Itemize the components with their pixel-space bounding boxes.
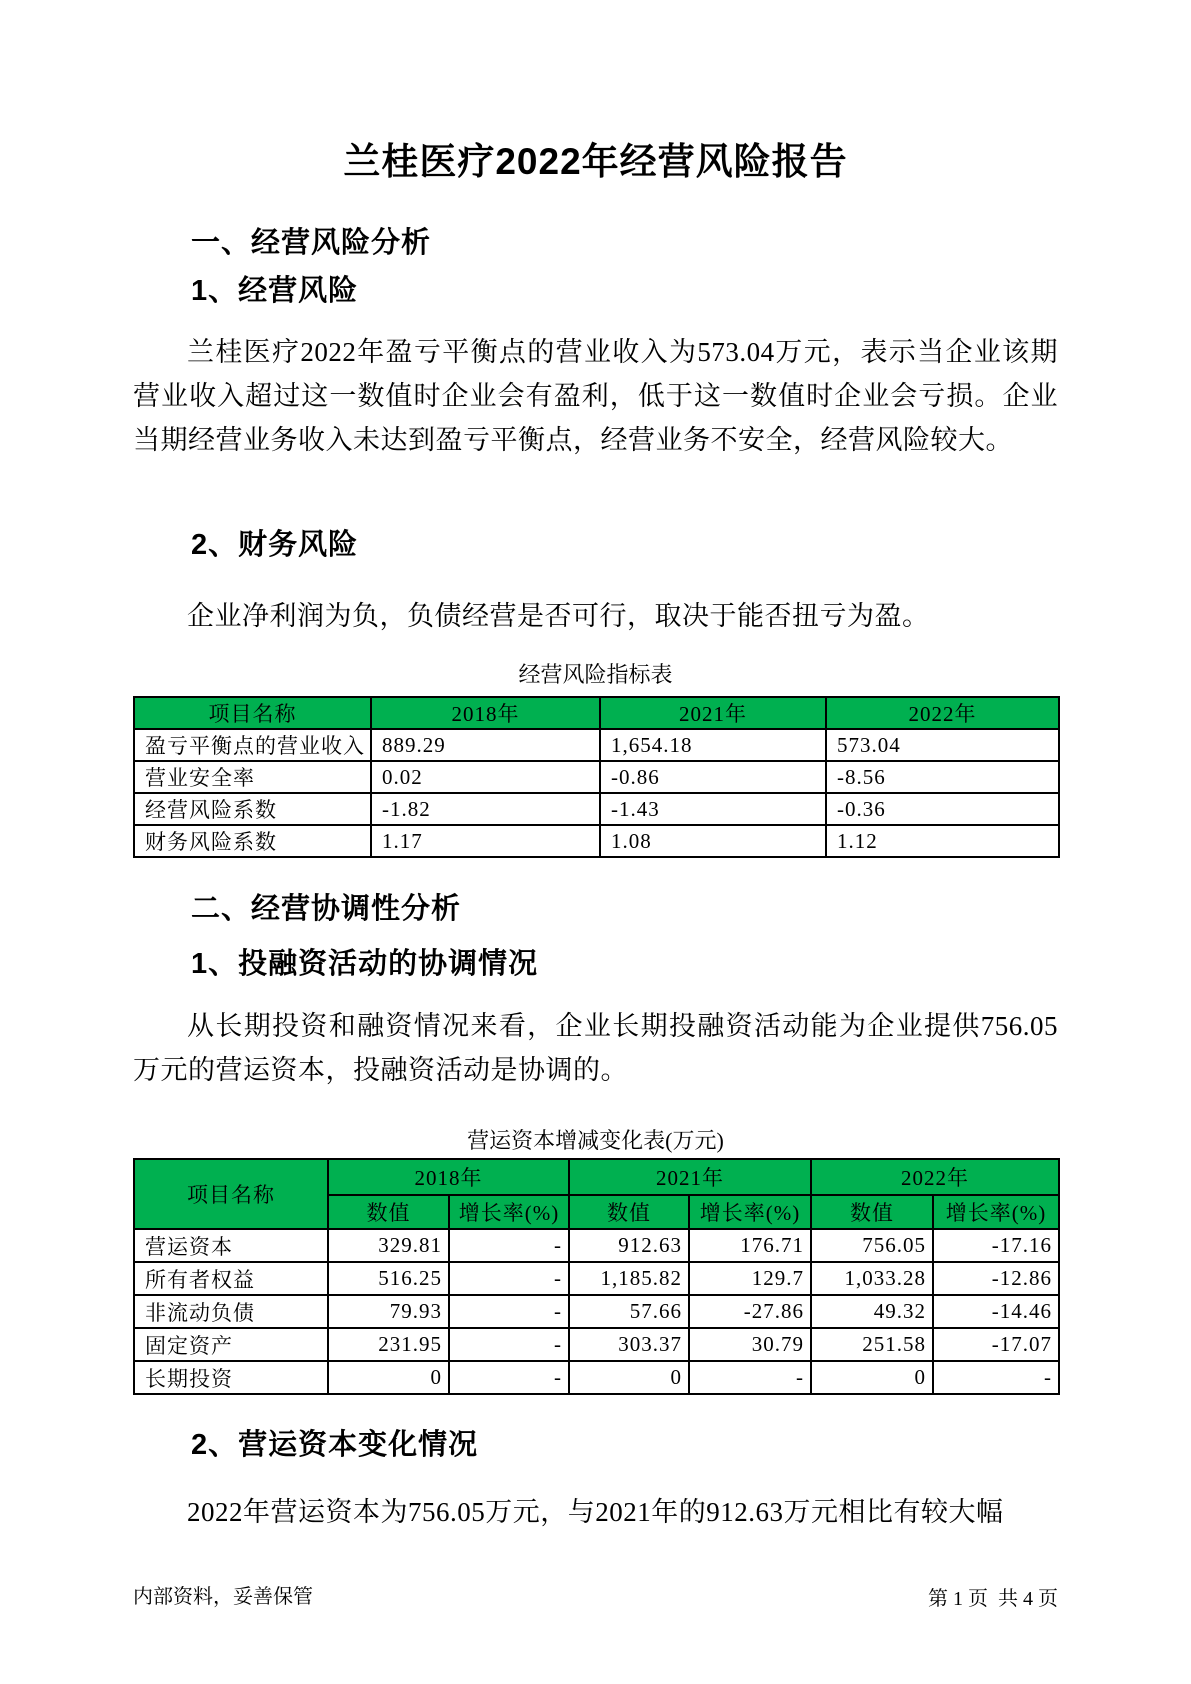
paragraph-investment-financing: 从长期投资和融资情况来看，企业长期投融资活动能为企业提供756.05万元的营运资本，投融资活动是协调的。 (133, 1011, 1058, 1085)
column-subheader-growth: 增长率(%) (449, 1195, 569, 1229)
cell-value: 57.66 (569, 1295, 689, 1328)
column-header-2022: 2022年 (811, 1159, 1059, 1195)
row-label: 非流动负债 (134, 1295, 328, 1328)
column-header-2022: 2022年 (826, 697, 1059, 729)
column-header-item-name: 项目名称 (134, 697, 371, 729)
cell-value: - (933, 1361, 1059, 1394)
subsection-heading-financial-risk: 2、财务风险 (191, 529, 359, 561)
cell-value: -17.16 (933, 1229, 1059, 1262)
cell-value: - (449, 1361, 569, 1394)
cell-value: 1.12 (826, 825, 1059, 857)
cell-value: 516.25 (328, 1262, 449, 1295)
column-subheader-value: 数值 (811, 1195, 933, 1229)
cell-value: - (449, 1262, 569, 1295)
cell-value: - (449, 1229, 569, 1262)
table-caption-working-capital: 营运资本增减变化表(万元) (467, 1128, 724, 1153)
row-label: 营运资本 (134, 1229, 328, 1262)
document-title: 兰桂医疗2022年经营风险报告 (343, 141, 848, 182)
cell-value: 1.17 (371, 825, 600, 857)
cell-value: 1,033.28 (811, 1262, 933, 1295)
column-subheader-growth: 增长率(%) (933, 1195, 1059, 1229)
risk-indicators-table (133, 696, 1060, 858)
cell-value: -27.86 (689, 1295, 811, 1328)
cell-value: 176.71 (689, 1229, 811, 1262)
cell-value: -1.82 (371, 793, 600, 825)
table-row (134, 761, 1059, 793)
paragraph-financial-risk: 企业净利润为负，负债经营是否可行，取决于能否扭亏为盈。 (187, 601, 930, 631)
subsection-heading-operating-risk: 1、经营风险 (191, 275, 359, 307)
cell-value: -0.36 (826, 793, 1059, 825)
row-label: 固定资产 (134, 1328, 328, 1361)
cell-value: 251.58 (811, 1328, 933, 1361)
column-header-2021: 2021年 (600, 697, 826, 729)
table-caption-risk-indicators: 经营风险指标表 (518, 662, 673, 687)
subsection-heading-working-capital-change: 2、营运资本变化情况 (191, 1429, 479, 1461)
cell-value: - (689, 1361, 811, 1394)
column-subheader-growth: 增长率(%) (689, 1195, 811, 1229)
cell-value: 0.02 (371, 761, 600, 793)
cell-value: 30.79 (689, 1328, 811, 1361)
table-row (134, 1328, 1059, 1361)
cell-value: 1,185.82 (569, 1262, 689, 1295)
row-label: 营业安全率 (134, 761, 371, 793)
cell-value: 0 (569, 1361, 689, 1394)
cell-value: - (449, 1295, 569, 1328)
cell-value: 79.93 (328, 1295, 449, 1328)
paragraph-working-capital-change: 2022年营运资本为756.05万元，与2021年的912.63万元相比有较大幅 (187, 1497, 1004, 1527)
cell-value: 49.32 (811, 1295, 933, 1328)
cell-value: 1,654.18 (600, 729, 826, 761)
row-label: 长期投资 (134, 1361, 328, 1394)
table-header-row (134, 697, 1059, 729)
subsection-heading-investment-financing: 1、投融资活动的协调情况 (191, 948, 539, 980)
cell-value: 231.95 (328, 1328, 449, 1361)
cell-value: -17.07 (933, 1328, 1059, 1361)
cell-value: -8.56 (826, 761, 1059, 793)
working-capital-table (133, 1158, 1060, 1395)
column-header-2018: 2018年 (328, 1159, 569, 1195)
cell-value: -12.86 (933, 1262, 1059, 1295)
cell-value: -1.43 (600, 793, 826, 825)
column-subheader-value: 数值 (569, 1195, 689, 1229)
column-header-2018: 2018年 (371, 697, 600, 729)
cell-value: 1.08 (600, 825, 826, 857)
section-heading-risk-analysis: 一、经营风险分析 (191, 227, 432, 259)
table-row (134, 1361, 1059, 1394)
cell-value: - (449, 1328, 569, 1361)
table-row (134, 793, 1059, 825)
table-row (134, 729, 1059, 761)
column-subheader-value: 数值 (328, 1195, 449, 1229)
cell-value: -0.86 (600, 761, 826, 793)
paragraph-operating-risk: 兰桂医疗2022年盈亏平衡点的营业收入为573.04万元，表示当企业该期营业收入超过这一数值时企业会有盈利，低于这一数值时企业会亏损。企业当期经营业务收入未达到盈亏平衡点，经营业务不安全，经营风险较大。 (133, 337, 1058, 455)
table-row (134, 1262, 1059, 1295)
table-row (134, 825, 1059, 857)
table-header-row (134, 1159, 1059, 1195)
cell-value: 129.7 (689, 1262, 811, 1295)
footer-confidential-note: 内部资料，妥善保管 (133, 1586, 313, 1608)
footer-page-number: 第 1 页 共 4 页 (928, 1588, 1058, 1610)
cell-value: -14.46 (933, 1295, 1059, 1328)
cell-value: 912.63 (569, 1229, 689, 1262)
column-header-2021: 2021年 (569, 1159, 811, 1195)
table-row (134, 1295, 1059, 1328)
table-row (134, 1229, 1059, 1262)
cell-value: 329.81 (328, 1229, 449, 1262)
row-label: 盈亏平衡点的营业收入 (134, 729, 371, 761)
cell-value: 756.05 (811, 1229, 933, 1262)
row-label: 经营风险系数 (134, 793, 371, 825)
section-heading-coordination-analysis: 二、经营协调性分析 (191, 893, 462, 925)
column-header-item-name: 项目名称 (134, 1159, 328, 1229)
cell-value: 0 (811, 1361, 933, 1394)
row-label: 所有者权益 (134, 1262, 328, 1295)
cell-value: 303.37 (569, 1328, 689, 1361)
cell-value: 889.29 (371, 729, 600, 761)
row-label: 财务风险系数 (134, 825, 371, 857)
cell-value: 573.04 (826, 729, 1059, 761)
cell-value: 0 (328, 1361, 449, 1394)
